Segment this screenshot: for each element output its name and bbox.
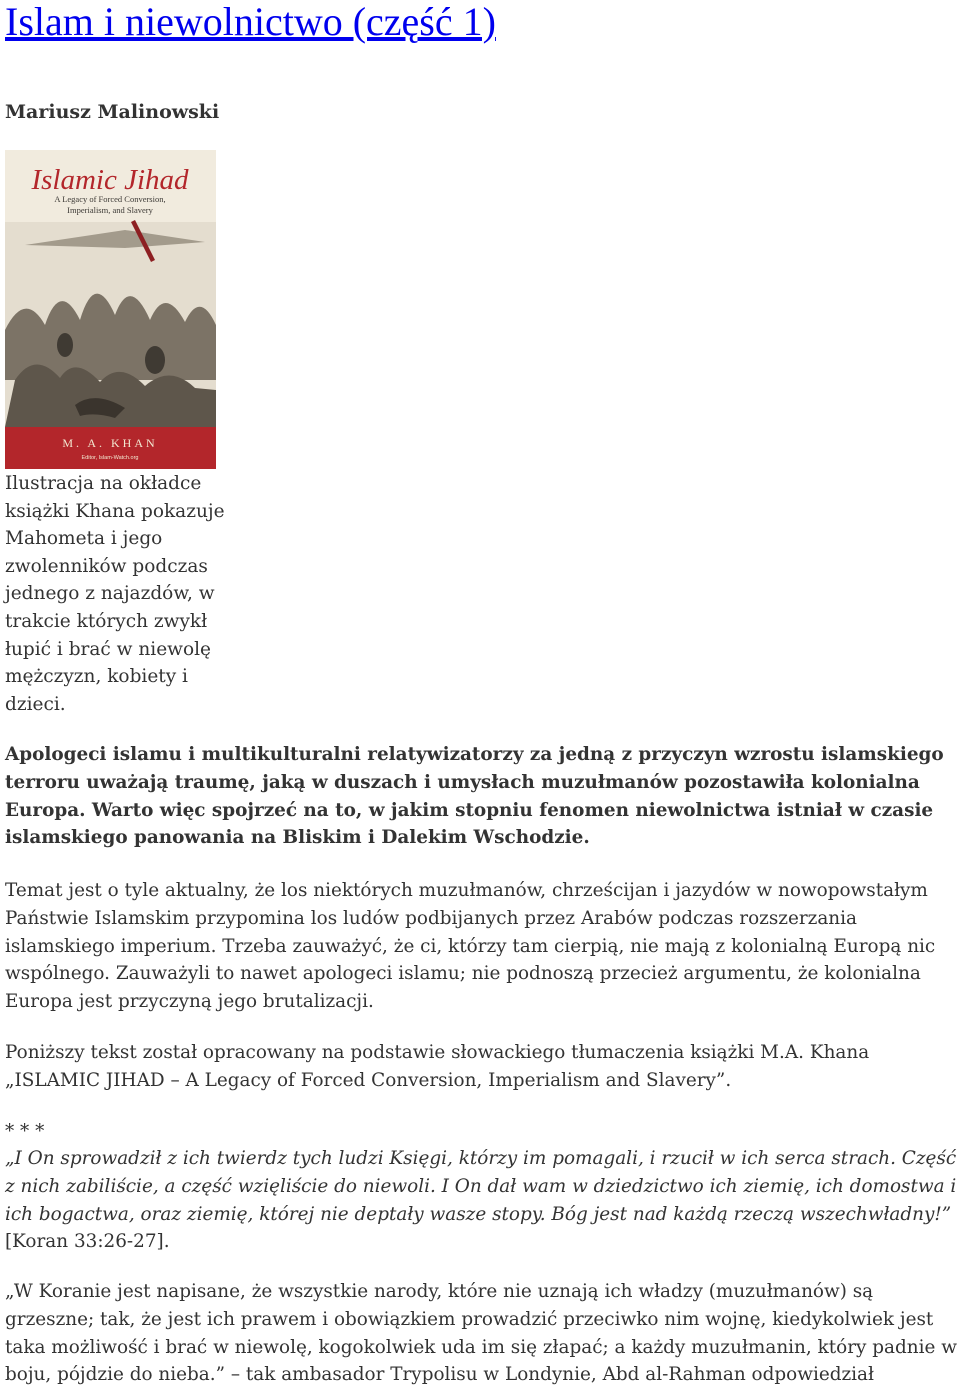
lead-paragraph: Apologeci islamu i multikulturalni relatywizatorzy za jedną z przyczyn wzrostu islamskiego terroru uważają traumę, jaką w duszach i umysłach muzułmanów pozostawiła kolonialna Europa. Warto więc spojrzeć na to, w jakim stopniu fenomen niewolnictwa istniał w czasie islamskiego panowania na Bliskim i Dalekim Wschodzie. bbox=[5, 744, 944, 849]
cover-subtitle-line2: Imperialism, and Slavery bbox=[67, 205, 153, 215]
article-title[interactable]: Islam i niewolnictwo (część 1) bbox=[5, 0, 496, 44]
body-paragraph-2: Poniższy tekst został opracowany na podstawie słowackiego tłumaczenia książki M.A. Khana „ISLAMIC JIHAD – A Legacy of Forced Conversion, Imperialism and Slavery”. bbox=[5, 1042, 870, 1091]
cover-title: Islamic Jihad bbox=[31, 164, 189, 196]
cover-author: M. A. KHAN bbox=[62, 436, 158, 450]
koran-quote-text: „I On sprowadził z ich twierdz tych ludzi Księgi, którzy im pomagali, i rzucił w ich serca strach. Część z nich zabiliście, a część wzięliście do niewoli. I On dał wam w dziedzictwo ich ziemię, ich domostwa i ich bogactwa, oraz ziemię, której nie deptały wasze stopy. Bóg jest nad każdą rzeczą wszechwładny!” bbox=[5, 1148, 957, 1225]
body-paragraph-4: „W Koranie jest napisane, że wszystkie narody, które nie uznają ich władzy (muzułmanów) są grzeszne; tak, że jest ich prawem i obowiązkiem prowadzić przeciwko nim wojnę, kiedykolwiek jest taka możliwość i brać w niewolę, kogokolwiek uda im się złapać; a każdy muzułmanin, który padnie w boju, pójdzie do nieba.” – tak ambasador Trypolisu w Londynie, Abd al-Rahman odpowiedział bbox=[5, 1281, 957, 1386]
book-cover-image bbox=[5, 150, 216, 469]
cover-author-sub: Editor, Islam-Watch.org bbox=[81, 455, 139, 461]
article-author: Mariusz Malinowski bbox=[5, 101, 220, 123]
body-paragraph-1: Temat jest o tyle aktualny, że los niektórych muzułmanów, chrześcijan i jazydów w nowopowstałym Państwie Islamskim przypomina los ludów podbijanych przez Arabów podczas rozszerzania islamskiego imperium. Trzeba zauważyć, że ci, którzy tam cierpią, nie mają z kolonialną Europą nic wspólnego. Zauważyli to nawet apologeci islamu; nie podnoszą przecież argumentu, że kolonialna Europa jest przyczyną jego brutalizacji. bbox=[5, 880, 936, 1013]
section-separator: * * * bbox=[5, 1121, 45, 1142]
cover-illustration bbox=[5, 150, 216, 469]
koran-quote-reference: [Koran 33:26-27]. bbox=[5, 1231, 170, 1253]
cover-subtitle-line1: A Legacy of Forced Conversion, bbox=[54, 194, 166, 204]
koran-quote-paragraph bbox=[5, 1145, 960, 1256]
image-caption: Ilustracja na okładce książki Khana pokazuje Mahometa i jego zwolenników podczas jednego z najazdów, w trakcie których zwykł łupić i brać w niewolę mężczyzn, kobiety i dzieci. bbox=[5, 473, 225, 715]
